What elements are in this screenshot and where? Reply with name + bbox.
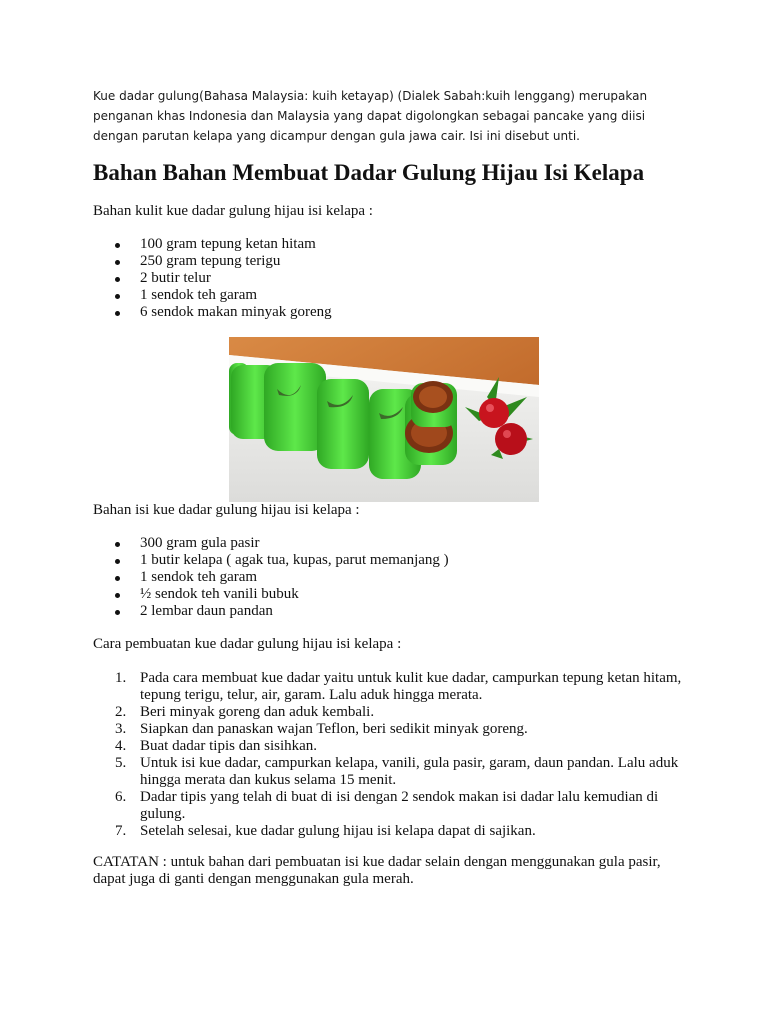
list-item: 1 sendok teh garam: [93, 287, 332, 304]
list-item: [93, 721, 683, 738]
step-text: Pada cara membuat kue dadar yaitu untuk kulit kue dadar, campurkan tepung ketan hitam, tepung terigu, telur, air, garam. Lalu aduk hingga merata.: [140, 670, 682, 703]
isi-section-title: Bahan isi kue dadar gulung hijau isi kelapa :: [93, 502, 360, 518]
cara-step-list: [93, 670, 683, 840]
intro-paragraph: Kue dadar gulung(Bahasa Malaysia: kuih ketayap) (Dialek Sabah:kuih lenggang) merupakan penganan khas Indonesia dan Malaysia yang dapat digolongkan sebagai pancake yang diisi dengan parutan kelapa yang dicampur dengan gula jawa cair. Isi ini disebut unti.: [93, 89, 648, 143]
dadar-gulung-photo: [229, 337, 539, 502]
list-item: 250 gram tepung terigu: [93, 253, 332, 270]
list-item: 1 butir kelapa ( agak tua, kupas, parut memanjang ): [93, 552, 449, 569]
list-item: [93, 823, 683, 840]
kulit-ingredient-list: [93, 236, 332, 321]
recipe-heading: Bahan Bahan Membuat Dadar Gulung Hijau Isi Kelapa: [93, 160, 645, 185]
list-item: [93, 789, 683, 823]
catatan-note: CATATAN : untuk bahan dari pembuatan isi kue dadar selain dengan menggunakan gula pasir, dapat juga di ganti dengan menggunakan gula merah.: [93, 854, 661, 887]
list-item: 2 lembar daun pandan: [93, 603, 449, 620]
step-number: 7.: [115, 823, 127, 839]
list-item: 2 butir telur: [93, 270, 332, 287]
step-number: 2.: [115, 704, 127, 720]
step-text: Buat dadar tipis dan sisihkan.: [140, 738, 318, 754]
list-item: [93, 755, 683, 789]
list-item: [93, 670, 683, 704]
step-text: Dadar tipis yang telah di buat di isi dengan 2 sendok makan isi dadar lalu kemudian di gulung.: [140, 789, 659, 822]
list-item: 300 gram gula pasir: [93, 535, 449, 552]
step-number: 1.: [115, 670, 127, 686]
step-text: Beri minyak goreng dan aduk kembali.: [140, 704, 375, 720]
step-text: Setelah selesai, kue dadar gulung hijau isi kelapa dapat di sajikan.: [140, 823, 536, 839]
cara-section-title: Cara pembuatan kue dadar gulung hijau isi kelapa :: [93, 636, 402, 652]
step-number: 3.: [115, 721, 127, 737]
list-item: [93, 738, 683, 755]
list-item: 100 gram tepung ketan hitam: [93, 236, 332, 253]
list-item: 6 sendok makan minyak goreng: [93, 304, 332, 321]
step-number: 5.: [115, 755, 127, 771]
step-text: Untuk isi kue dadar, campurkan kelapa, vanili, gula pasir, garam, daun pandan. Lalu aduk hingga merata dan kukus selama 15 menit.: [140, 755, 679, 788]
isi-ingredient-list: [93, 535, 449, 620]
list-item: [93, 704, 683, 721]
step-text: Siapkan dan panaskan wajan Teflon, beri sedikit minyak goreng.: [140, 721, 528, 737]
list-item: 1 sendok teh garam: [93, 569, 449, 586]
list-item: ½ sendok teh vanili bubuk: [93, 586, 449, 603]
kulit-section-title: Bahan kulit kue dadar gulung hijau isi kelapa :: [93, 203, 373, 219]
step-number: 6.: [115, 789, 127, 805]
step-number: 4.: [115, 738, 127, 754]
